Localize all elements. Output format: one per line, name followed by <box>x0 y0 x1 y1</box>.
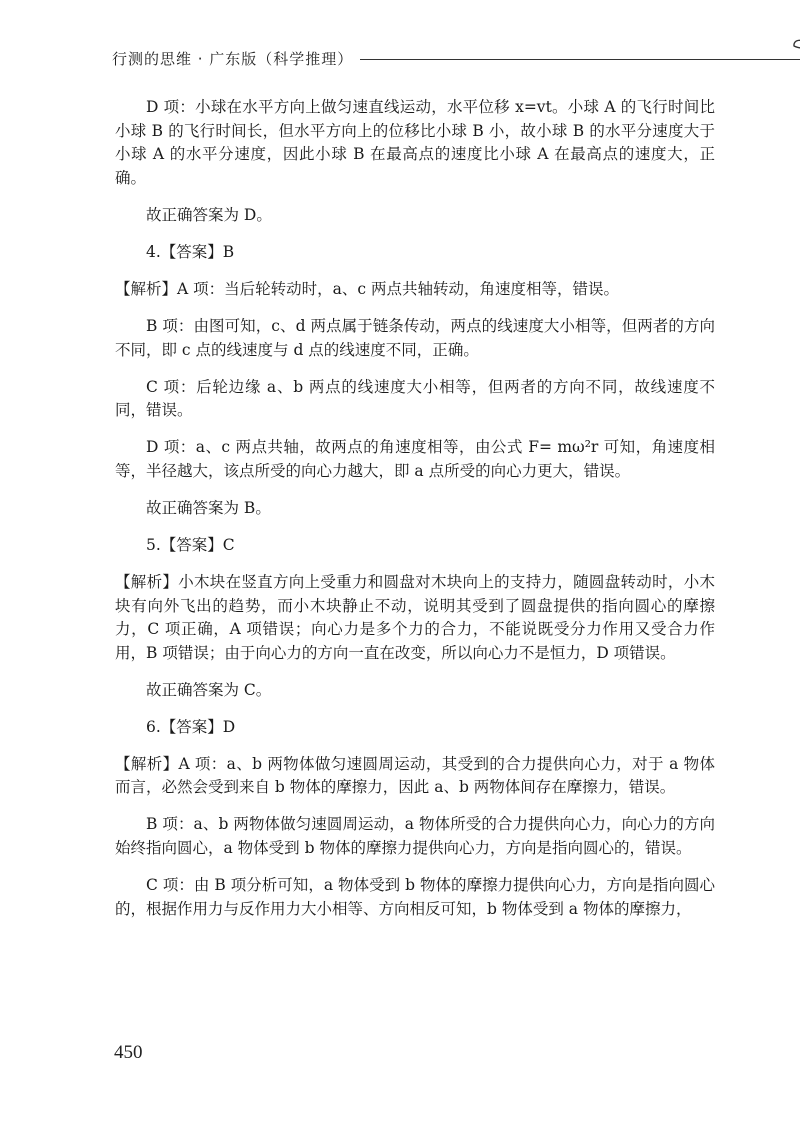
conclusion-q5: 故正确答案为 C。 <box>146 680 272 699</box>
header-rule <box>360 59 800 60</box>
analysis-q4-option-d: D 项：a、c 两点共轴，故两点的角速度相等，由公式 F= mω²r 可知，角速度相等，半径越大，该点所受的向心力越大，即 a 点所受的向心力更大，错误。 <box>115 438 715 480</box>
answer-body <box>115 96 715 935</box>
answer-heading-q5: 5.【答案】C <box>146 535 235 554</box>
analysis-q6-option-c: C 项：由 B 项分析可知，a 物体受到 b 物体的摩擦力提供向心力，方向是指向圆心的，根据作用力与反作用力大小相等、方向相反可知，b 物体受到 a 物体的摩擦力， <box>115 876 715 918</box>
analysis-q6-option-a: 【解析】A 项：a、b 两物体做匀速圆周运动，其受到的合力提供向心力，对于 a 物体而言，必然会受到来自 b 物体的摩擦力，因此 a、b 两物体间存在摩擦力，错误。 <box>115 754 715 797</box>
analysis-q4-option-a: 【解析】A 项：当后轮转动时，a、c 两点共轴转动，角速度相等，错误。 <box>115 279 619 298</box>
paragraph-option-d-ball: D 项：小球在水平方向上做匀速直线运动，水平位移 x=vt。小球 A 的飞行时间比小球 B 的飞行时间长，但水平方向上的位移比小球 B 小，故小球 B 的水平分速度大于小球 A 的水平分速度，因此小球 B 在最高点的速度比小球 A 在最高点的速度大，正确。 <box>115 98 715 187</box>
analysis-q4-option-c: C 项：后轮边缘 a、b 两点的线速度大小相等，但两者的方向不同，故线速度不同，错误。 <box>115 377 715 420</box>
sprout-ornament-icon <box>788 34 800 66</box>
analysis-q5: 【解析】小木块在竖直方向上受重力和圆盘对木块向上的支持力，随圆盘转动时，小木块有向外飞出的趋势，而小木块静止不动，说明其受到了圆盘提供的指向圆心的摩擦力，C 项正确，A 项错误；向心力是多个力的合力，不能说既受分力作用又受合力作用，B 项错误；由于向心力的方向一直在改变，所以向心力不是恒力，D 项错误。 <box>115 572 715 662</box>
answer-heading-q4: 4.【答案】B <box>146 242 235 261</box>
conclusion-q4: 故正确答案为 B。 <box>146 498 271 517</box>
analysis-q6-option-b: B 项：a、b 两物体做匀速圆周运动，a 物体所受的合力提供向心力，向心力的方向始终指向圆心，a 物体受到 b 物体的摩擦力提供向心力，方向是指向圆心的，错误。 <box>115 815 715 857</box>
page-number: 450 <box>114 1042 143 1063</box>
running-header-title: 行测的思维 · 广东版（科学推理） <box>112 50 354 68</box>
conclusion-q3: 故正确答案为 D。 <box>146 205 272 224</box>
analysis-q4-option-b: B 项：由图可知，c、d 两点属于链条传动，两点的线速度大小相等，但两者的方向不同，即 c 点的线速度与 d 点的线速度不同，正确。 <box>115 316 715 359</box>
running-header <box>112 40 722 80</box>
answer-heading-q6: 6.【答案】D <box>146 717 236 736</box>
